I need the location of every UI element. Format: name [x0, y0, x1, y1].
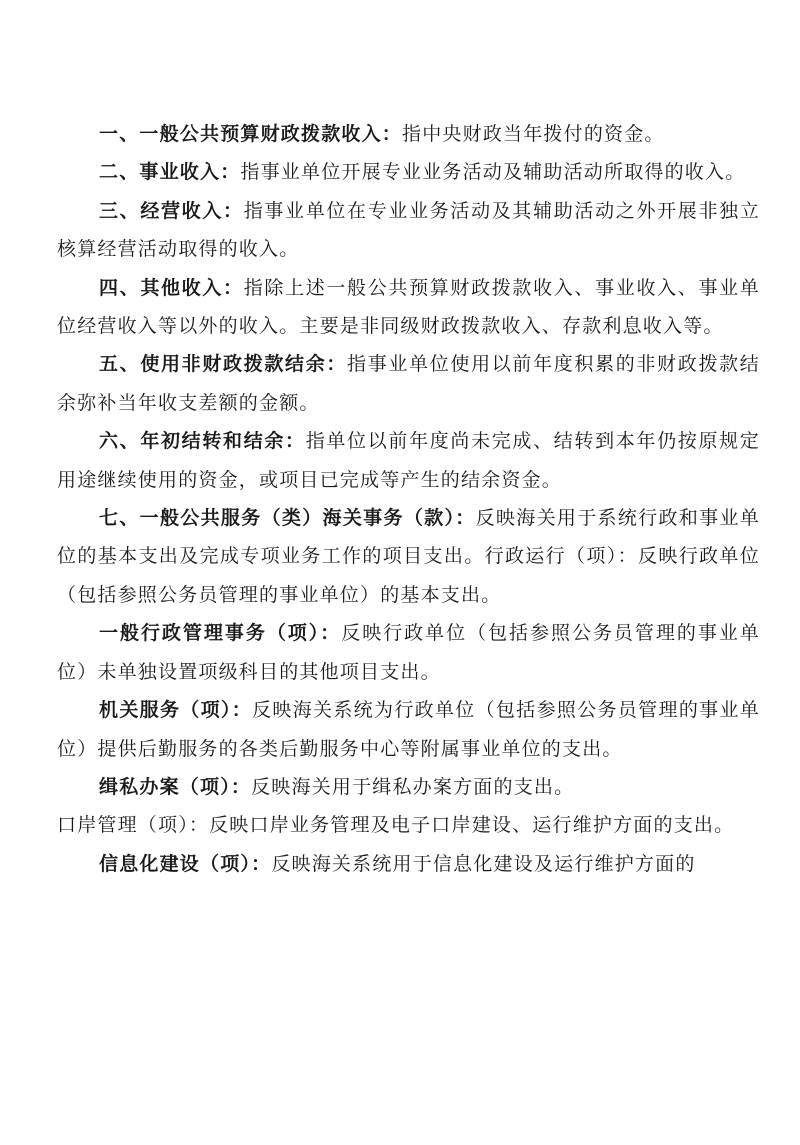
paragraph-general-budget-income: [57, 115, 760, 153]
definition-text: 反映海关用于系统行政和事业单位的基本支出及完成专项业务工作的项目支出。行政运行（项）：反映行政单位（包括参照公务员管理的事业单位）的基本支出。: [57, 507, 760, 606]
definition-text: 指事业单位使用以前年度积累的非财政拨款结余弥补当年收支差额的金额。: [57, 353, 760, 414]
term-label: 七、一般公共服务（类）海关事务（款）：: [99, 507, 476, 530]
term-label: 五、使用非财政拨款结余：: [99, 353, 348, 376]
definition-text: 指单位以前年度尚未完成、结转到本年仍按原规定用途继续使用的资金，或项目已完成等产生的结余资金。: [57, 430, 760, 491]
definition-text: 指除上述一般公共预算财政拨款收入、事业收入、事业单位经营收入等以外的收入。主要是非同级财政拨款收入、存款利息收入等。: [57, 276, 760, 338]
term-label: 一、一般公共预算财政拨款收入：: [99, 123, 403, 145]
term-label: 二、事业收入：: [99, 161, 241, 184]
definition-text: 反映行政单位（包括参照公务员管理的事业单位）未单独设置项级科目的其他项目支出。: [57, 622, 760, 683]
paragraph-general-admin: [57, 614, 760, 691]
term-label: 信息化建设（项）：: [99, 852, 272, 875]
definition-text: 反映海关系统为行政单位（包括参照公务员管理的事业单位）提供后勤服务的各类后勤服务中心等附属事业单位的支出。: [57, 699, 760, 760]
definition-text: 指事业单位在专业业务活动及其辅助活动之外开展非独立核算经营活动取得的收入。: [57, 199, 760, 261]
paragraph-operating-income: [57, 192, 760, 269]
term-label: 六、年初结转和结余：: [99, 430, 306, 453]
paragraph-business-income: [57, 153, 760, 191]
paragraph-non-fiscal-balance: [57, 345, 760, 422]
paragraph-informatization: [57, 845, 760, 883]
definition-text: 反映海关用于缉私办案方面的支出。: [251, 775, 575, 798]
paragraph-agency-services: [57, 691, 760, 768]
definition-text: 口岸管理（项）：反映口岸业务管理及电子口岸建设、运行维护方面的支出。: [57, 814, 735, 837]
definition-text: 反映海关系统用于信息化建设及运行维护方面的: [271, 852, 696, 875]
definition-text: 指事业单位开展专业业务活动及辅助活动所取得的收入。: [240, 161, 746, 184]
term-label: 机关服务（项）：: [99, 699, 253, 722]
paragraph-other-income: [57, 269, 760, 346]
paragraph-port-management: [57, 806, 760, 844]
paragraph-anti-smuggling: [57, 768, 760, 806]
term-label: 一般行政管理事务（项）：: [99, 622, 342, 645]
term-label: 缉私办案（项）：: [99, 775, 252, 798]
term-label: 四、其他收入：: [99, 276, 244, 299]
paragraph-customs-affairs: [57, 499, 760, 614]
paragraph-carryover-balance: [57, 422, 760, 499]
definition-text: 指中央财政当年拨付的资金。: [402, 123, 665, 145]
term-label: 三、经营收入：: [99, 199, 244, 222]
